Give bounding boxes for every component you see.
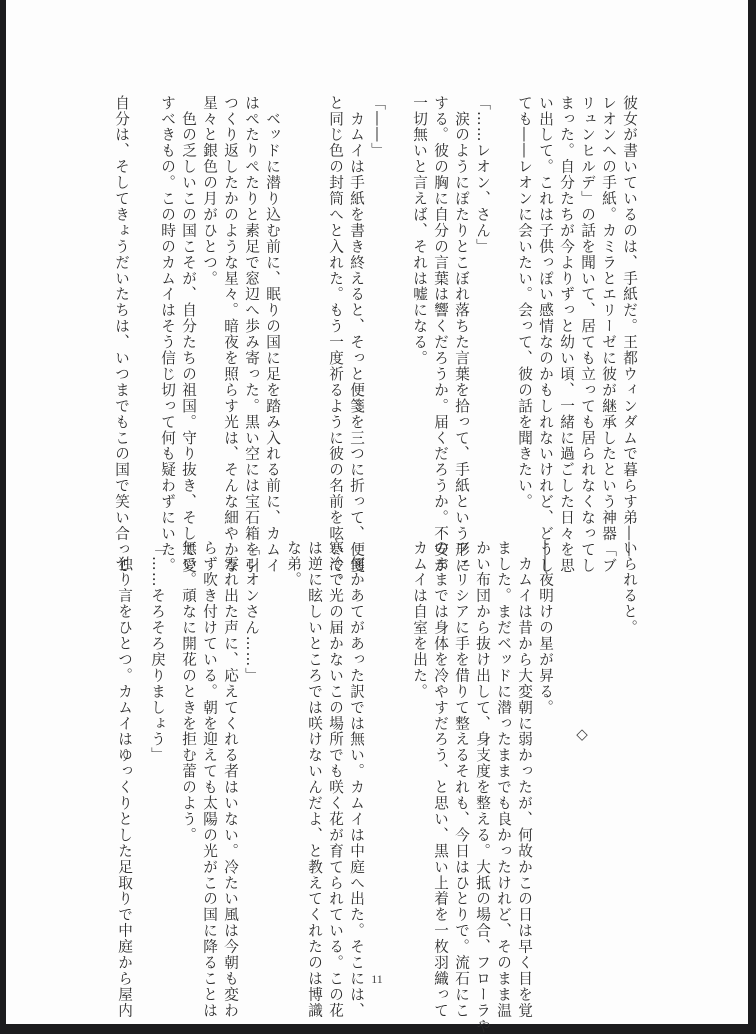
text-column: ――夜明けの星が昇る。 — [537, 540, 554, 716]
text-column: ても――レオンに会いたい。会って、彼の話を聞きたい。 — [516, 95, 533, 510]
text-column: つくり返したかのような星々。暗夜を照らす光は、そんな細やかな — [222, 95, 239, 574]
page-number: 11 — [371, 972, 383, 986]
text-column: カムイは昔から大変朝に弱かったが、何故かこの日は早く目を覚 — [516, 540, 533, 1019]
book-page — [6, 0, 748, 1034]
text-column: 「――」 — [369, 95, 386, 159]
text-column: 何かあてがあった訳では無い。カムイは中庭へ出た。そこには、 — [348, 540, 365, 1019]
text-column: 自分は、そしてきょうだいたちは、いつまでもこの国で笑い合って — [113, 95, 130, 574]
text-column: は逆に眩しいところでは咲けないんだよ、と教えてくれたのは博識 — [306, 540, 323, 1019]
text-column: と同じ色の封筒へと入れた。もう一度祈るように彼の名前を呟いて。 — [327, 95, 344, 590]
text-column: まった。自分たちが今よりずっと幼い頃、一緒に過ごした日々を思 — [558, 95, 575, 574]
text-column: 彼女が書いているのは、手紙だ。王都ウィンダムで暮らす弟―― — [621, 95, 638, 558]
text-column: 一切無いと言えば、それは嘘になる。 — [411, 95, 428, 367]
text-column: 零れ出た声に、応えてくれる者はいない。冷たい風は今朝も変わ — [222, 540, 239, 1019]
text-column: 星々と銀色の月がひとつ。 — [201, 95, 218, 287]
text-column: カムイは自室を出た。 — [411, 540, 428, 700]
text-column: のままでは身体を冷やすだろう、と思い、黒い上着を一枚羽織って — [432, 540, 449, 1019]
text-column: 無い。頑なに開花のときを拒む蕾のよう。 — [180, 540, 197, 844]
text-column: な弟。 — [285, 540, 302, 588]
text-column: らず吹き付けている。朝を迎えても太陽の光がこの国に降ることは — [201, 540, 218, 1019]
text-column: いられると。 — [621, 540, 638, 636]
text-column: すべきもの。この時のカムイはそう信じ切って何も疑わずにいた。 — [159, 95, 176, 574]
text-column: 「レオンさん……」 — [243, 540, 260, 684]
text-column: 色の乏しいこの国こそが、自分たちの祖国。守り抜き、そして愛 — [180, 95, 197, 574]
text-column: 涙のようにぽたりとこぼれ落ちた言葉を拾って、手紙という形に — [453, 95, 470, 574]
text-column: フェリシアに手を借りて整えるそれも、今日はひとりで。流石にこ — [453, 540, 470, 1019]
text-column: 独り言をひとつ。カムイはゆっくりとした足取りで中庭から屋内 — [116, 540, 133, 1019]
text-column: 「……そろそろ戻りましょう」 — [149, 540, 166, 764]
text-column: レオンへの手紙。カミラとエリーゼに彼が継承したという神器「ブ — [600, 95, 617, 574]
text-column: 「……レオン、さん」 — [474, 95, 491, 255]
text-column: はぺたりぺたりと素足で窓辺へ歩み寄った。黒い空には宝石箱を引 — [243, 95, 260, 574]
text-column: かい布団から抜け出して、身支度を整える。大抵の場合、フローラや — [474, 540, 491, 1034]
text-column: する。彼の胸に自分の言葉は響くだろうか。届くだろうか。不安が — [432, 95, 449, 574]
text-column: い出して。これは子供っぽい感情なのかもしれないけれど、どうし — [537, 95, 554, 574]
scene-break-diamond-icon: ◇ — [576, 725, 588, 743]
text-column: ベッドに潜り込む前に、眠りの国に足を踏み入れる前に、カムイ — [264, 95, 281, 574]
text-column: ました。まだベッドに潜ったままでも良かったけれど、そのまま温 — [495, 540, 512, 1019]
text-column: カムイは手紙を書き終えると、そっと便箋を三つに折って、便箋 — [348, 95, 365, 574]
text-column: リュンヒルデ」の話を聞いて、居ても立っても居られなくなってし — [579, 95, 596, 574]
text-column: 寒冷で光の届かないこの場所でも咲く花が育てられている。この花 — [327, 540, 344, 1019]
